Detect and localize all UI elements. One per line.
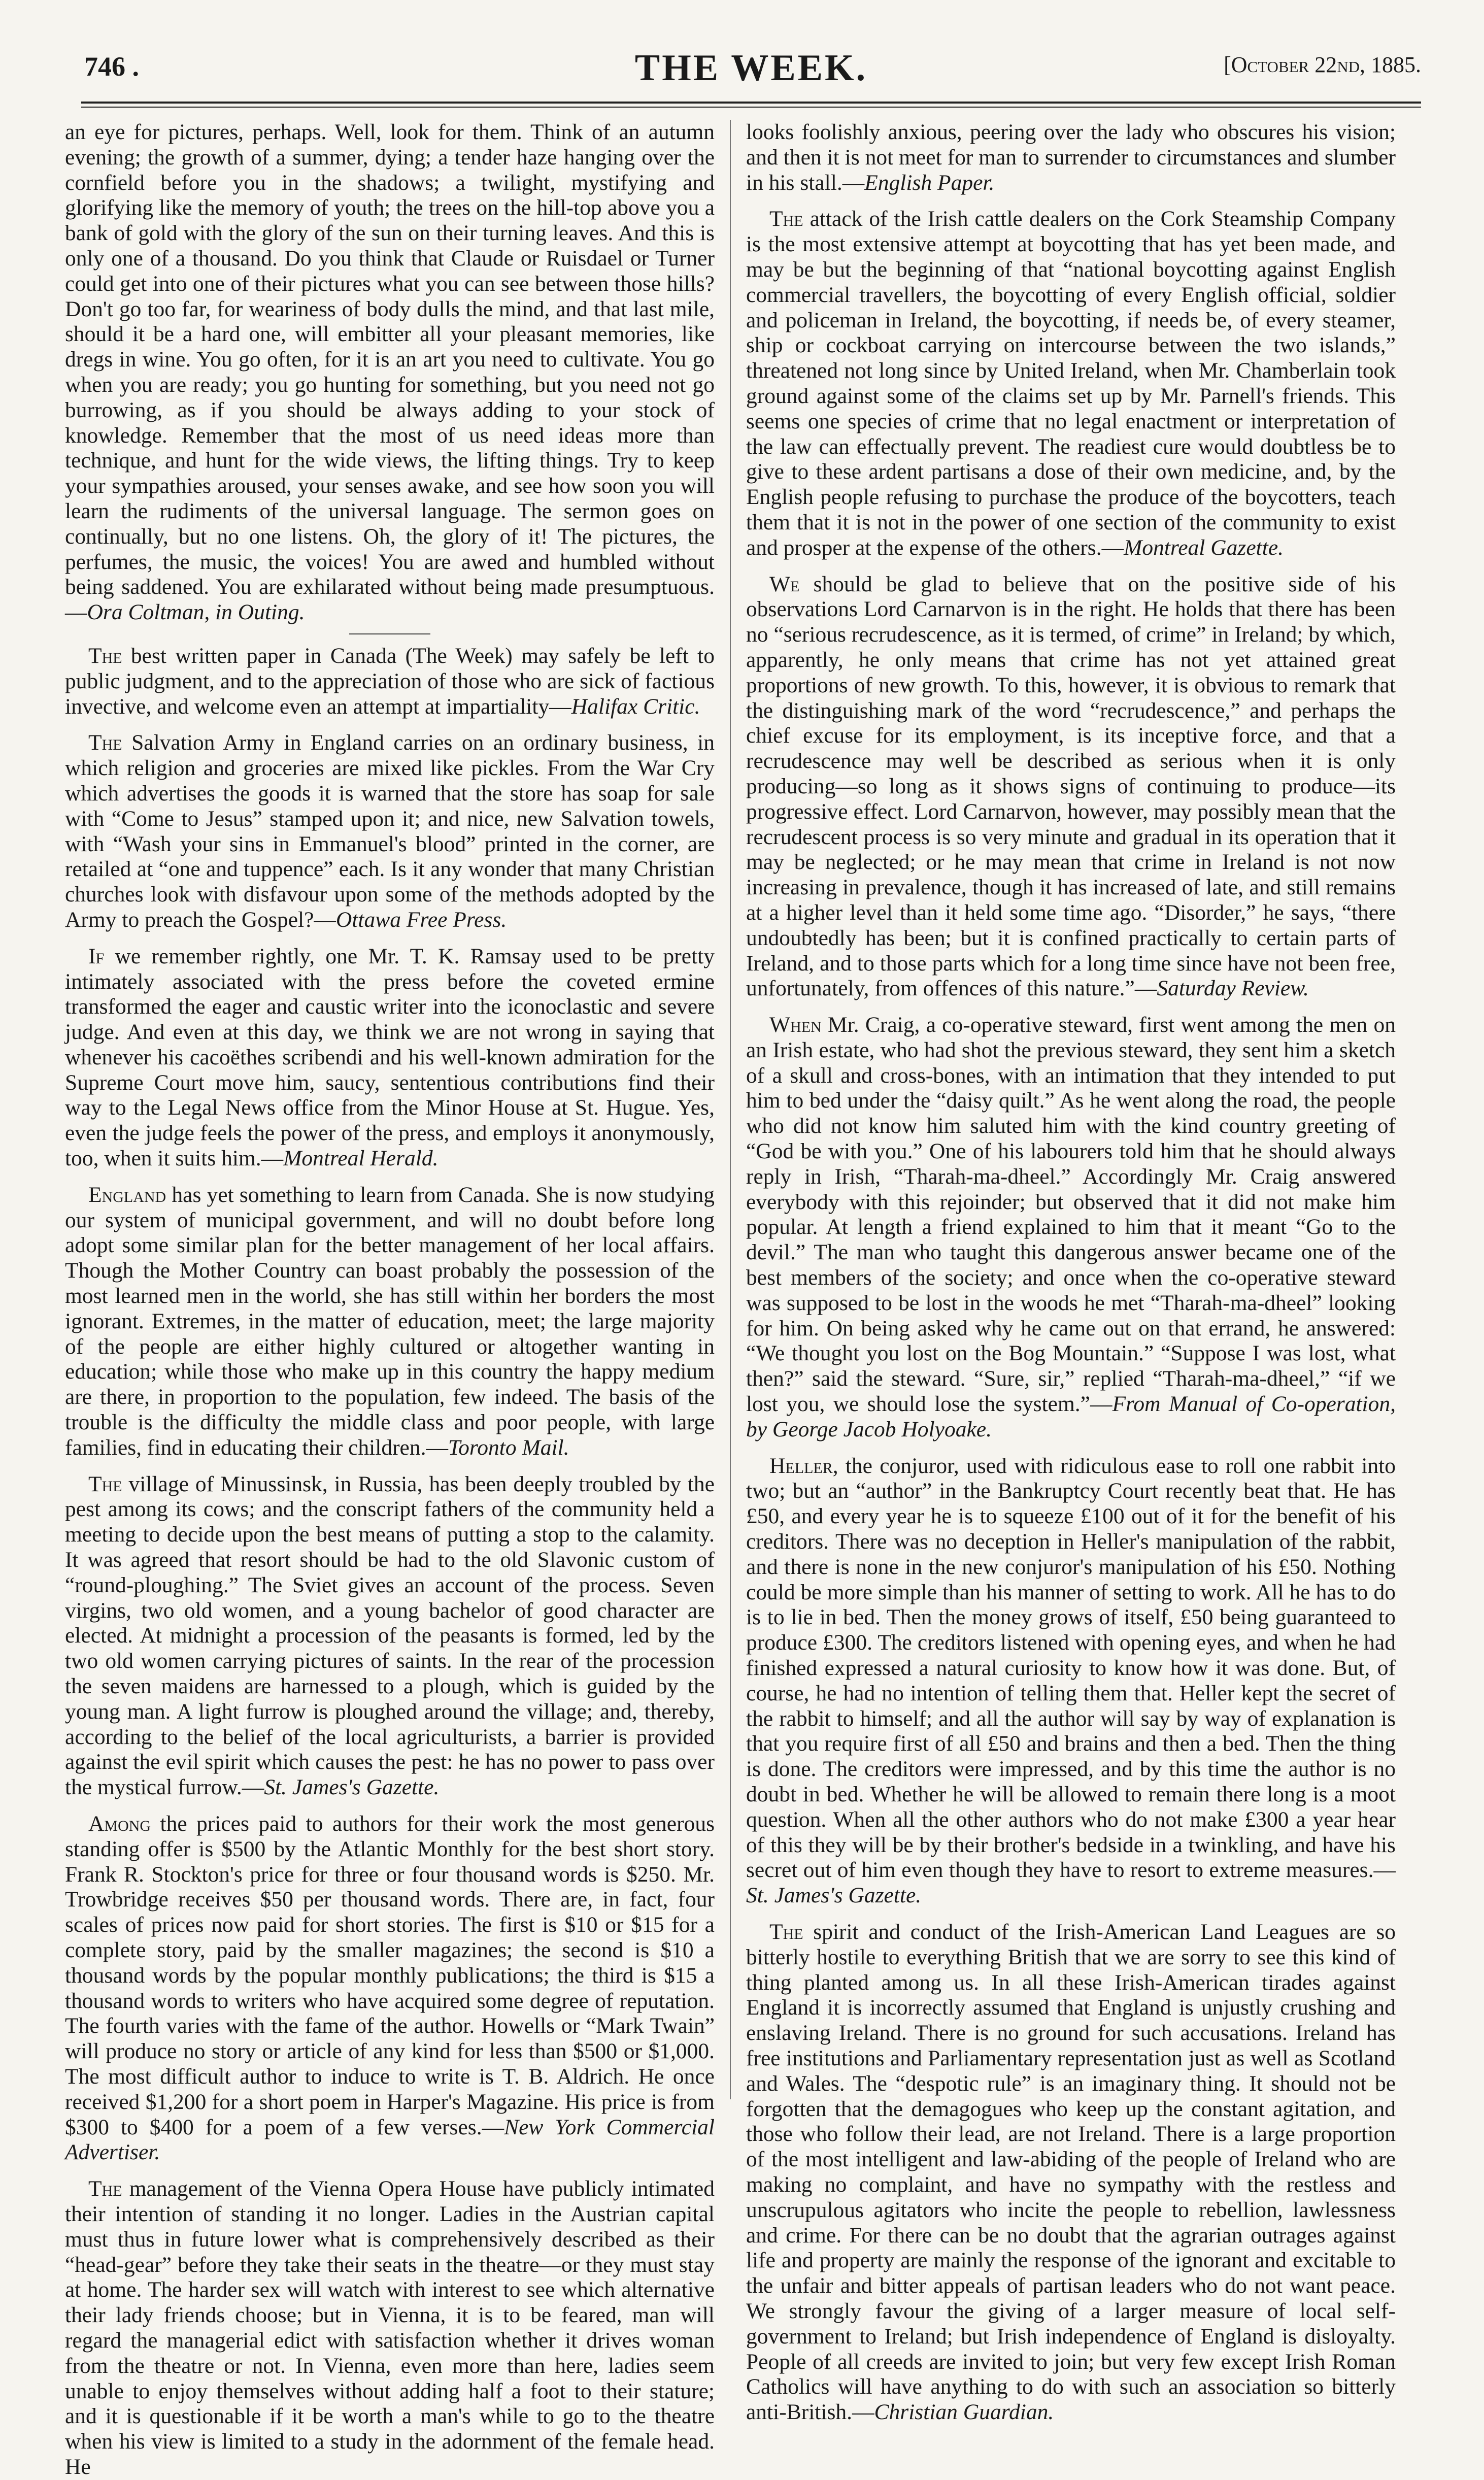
page-number: 746 . bbox=[84, 51, 139, 82]
right-column bbox=[746, 120, 1396, 2425]
page-header bbox=[81, 47, 1421, 92]
article-source: St. James's Gazette. bbox=[746, 1883, 922, 1908]
article-paragraph: England has yet something to learn from Canada. She is now studying our system of municipal government, and will no doubt before long adopt some similar plan for the better management of her local affairs. Though the Mother Country can boast probably the possession of the most learned men in the world, she has still within her borders the most ignorant. Extremes, in the matter of education, meet; the large majority of the people are either highly cultured or altogether wanting in education; while those who make up in this country the happy medium are there, in proportion to the population, few indeed. The basis of the trouble is the difficulty the middle class and poor people, with large families, find in educating their children.—Toronto Mail. bbox=[65, 1182, 715, 1460]
article-source: Halifax Critic. bbox=[571, 694, 700, 719]
article-paragraph: The management of the Vienna Opera House have publicly intimated their intention of standing it no longer. Ladies in the Austrian capital must thus in future lower what is comprehensively described as their “head-gear” before they take their seats in the theatre—or they must stay at home. The harder sex will watch with interest to see which alternative their lady friends choose; but in Vienna, it is to be feared, man will regard the managerial edict with satisfaction whether it drives woman from the theatre or not. In Vienna, even more than here, ladies seem unable to enjoy themselves without adding half a foot to their stature; and it is questionable if it be worth a man's while to go to the theatre when his view is limited to a study in the adornment of the female head. He bbox=[65, 2176, 715, 2479]
header-rule-thin bbox=[81, 107, 1421, 108]
lead-word: Heller bbox=[769, 1453, 833, 1478]
issue-date: [October 22nd, 1885. bbox=[1224, 52, 1421, 77]
article-source: Christian Guardian. bbox=[874, 2400, 1054, 2425]
article-paragraph: We should be glad to believe that on the positive side of his observations Lord Carnarvon is in the right. He holds that there has been no “serious recrudescence, as it is termed, of crime” in Ireland; by which, apparently, he only means that crime has not yet attained great proportions of new growth. To this, however, it is obvious to remark that the distinguishing mark of the word “recrudescence,” and perhaps the chief excuse for its employment, is its inceptive force, and that a recrudescence may well be described as serious when it is only producing—so long as it shows signs of continuing to produce—its progressive effect. Lord Carnarvon, however, may possibly mean that the recrudescent process is so very minute and gradual in its operation that it may be neglected; or he may mean that crime in Ireland is not now increasing in prevalence, though it has increased of late, and still remains at a higher level than it held some time ago. “Disorder,” he says, “there undoubtedly has been; but it is confined practically to certain parts of Ireland, and to those parts which for a long time since have not been free, unfortunately, from offences of this nature.”—Saturday Review. bbox=[746, 572, 1396, 1001]
lead-word: If bbox=[88, 944, 105, 968]
article-paragraph: If we remember rightly, one Mr. T. K. Ramsay used to be pretty intimately associated with the press before the coveted ermine transformed the eager and caustic writer into the iconoclastic and severe judge. And even at this day, we think we are not wrong in saying that whenever his cacoëthes scribendi and his well-known admiration for the Supreme Court move him, saucy, sententious contributions find their way to the Legal News office from the Minor House at St. Hugue. Yes, even the judge feels the power of the press, and employs it anonymously, too, when it suits him.—Montreal Herald. bbox=[65, 944, 715, 1171]
article-source: Toronto Mail. bbox=[448, 1435, 569, 1460]
article-source: Montreal Gazette. bbox=[1124, 535, 1284, 560]
article-source: St. James's Gazette. bbox=[264, 1775, 440, 1800]
article-paragraph: Heller, the conjuror, used with ridiculous ease to roll one rabbit into two; but an “author” in the Bankruptcy Court recently beat that. He has £50, and every year he is to squeeze £100 out of it for the benefit of his creditors. There was no deception in Heller's manipulation of the rabbit, and there is none in the new conjuror's manipulation of his £50. Nothing could be more simple than his manner of setting to work. All he has to do is to lie in bed. Then the money grows of itself, £50 being guaranteed to produce £300. The creditors listened with opening eyes, and when he had finished expressed a natural curiosity to know how it was done. But, of course, he had no intention of telling them that. Heller kept the secret of the rabbit to himself; and all the author will say by way of explanation is that you require first of all £50 and brains and then a bed. Then the thing is done. The creditors were impressed, and by this time the author is no doubt in bed. Whether he will be allowed to remain there long is a moot question. When all the other authors who do not make £300 a year hear of this they will be by their brother's bedside in a twinkling, and have his secret out of him even though they have to resort to extreme measures.—St. James's Gazette. bbox=[746, 1453, 1396, 1908]
article-paragraph: Among the prices paid to authors for their work the most generous standing offer is $500 by the Atlantic Monthly for the best short story. Frank R. Stockton's price for three or four thousand words is $250. Mr. Trowbridge receives $50 per thousand words. There are, in fact, four scales of prices now paid for short stories. The first is $10 or $15 for a complete story, paid by the smaller magazines; the second is $10 a thousand words by the popular monthly publications; the third is $15 a thousand words to writers who have acquired some degree of reputation. The fourth varies with the fame of the author. Howells or “Mark Twain” will produce no story or article of any kind for less than $500 or $1,000. The most difficult author to induce to write is T. B. Aldrich. He once received $1,200 for a short poem in Harper's Magazine. His price is from $300 to $400 for a poem of a few verses.—New York Commercial Advertiser. bbox=[65, 1812, 715, 2165]
article-source: From Manual of Co-operation, by George Jacob Holyoake. bbox=[746, 1392, 1396, 1442]
lead-word: The bbox=[88, 1471, 122, 1496]
lead-word: We bbox=[769, 572, 800, 596]
column-divider bbox=[730, 120, 731, 2099]
article-paragraph: The attack of the Irish cattle dealers on the Cork Steamship Company is the most extensive attempt at boycotting that has yet been made, and may be but the beginning of that “national boycotting against English commercial travellers, the boycotting of every English official, soldier and policeman in Ireland, the boycotting, if needs be, of every steamer, ship or cockboat carrying on intercourse between the two islands,” threatened not long since by United Ireland, when Mr. Chamberlain took ground against some of the claims set up by Mr. Parnell's friends. This seems one species of crime that no legal enactment or interpretation of the law can effectually prevent. The readiest cure would doubtless be to give to these ardent partisans a dose of their own medicine, and, by the English people refusing to purchase the produce of the boycotters, teach them that it is not in the power of one section of the community to exist and prosper at the expense of the others.—Montreal Gazette. bbox=[746, 207, 1396, 560]
masthead-title: THE WEEK. bbox=[634, 47, 868, 89]
article-source: Ottawa Free Press. bbox=[335, 907, 507, 932]
article-paragraph: The Salvation Army in England carries on an ordinary business, in which religion and groceries are mixed like pickles. From the War Cry which advertises the goods it is warned that the store has soap for sale with “Come to Jesus” stamped upon it; and nice, new Salvation towels, with “Wash your sins in Emmanuel's blood” printed in the corner, are retailed at “one and tuppence” each. Is it any wonder that many Christian churches look with disfavour upon some of the methods adopted by the Army to preach the Gospel?—Ottawa Free Press. bbox=[65, 730, 715, 932]
lead-word: The bbox=[88, 643, 122, 668]
lead-word: When bbox=[769, 1013, 822, 1037]
left-column bbox=[65, 120, 715, 2480]
lead-word: The bbox=[769, 1919, 803, 1944]
article-paragraph: an eye for pictures, perhaps. Well, look for them. Think of an autumn evening; the growth of a summer, dying; a tender haze hanging over the cornfield before you in the shadows; a twilight, mystifying and glorifying like the memory of youth; the trees on the hill-top above you a bank of gold with the glory of the sun on their turning leaves. And this is only one of a thousand. Do you think that Claude or Ruisdael or Turner could get into one of their pictures what you can see between those hills? Don't go too far, for weariness of body dulls the mind, and that last mile, should it be a hard one, will embitter all your pleasant memories, like dregs in wine. You go often, for it is an art you need to cultivate. You go when you are ready; you go hunting for something, but you need not go burrowing, as if you should be always adding to your stock of knowledge. Remember that the most of us need ideas more than technique, and hunt for the wide views, the lifting things. Try to keep your sympathies aroused, your senses awake, and see how soon you will learn the rudiments of the universal language. The sermon goes on continually, but no one listens. Oh, the glory of it! The pictures, the perfumes, the music, the voices! You are awed and humbled without being saddened. You are exhilarated without being made presumptuous.—Ora Coltman, in Outing. bbox=[65, 120, 715, 625]
article-paragraph: The village of Minussinsk, in Russia, has been deeply troubled by the pest among its cows; and the conscript fathers of the community held a meeting to decide upon the best means of putting a stop to the calamity. It was agreed that resort should be had to the old Slavonic custom of “round-ploughing.” The Sviet gives an account of the process. Seven virgins, two old women, and a young bachelor of good character are elected. At midnight a procession of the peasants is formed, led by the two old women carrying pictures of saints. In the rear of the procession the seven maidens are harnessed to a plough, which is guided by the young man. A light furrow is ploughed around the village; and, thereby, according to the belief of the local agriculturists, a barrier is provided against the evil spirit which causes the pest: he has no power to pass over the mystical furrow.—St. James's Gazette. bbox=[65, 1471, 715, 1800]
article-paragraph: When Mr. Craig, a co-operative steward, first went among the men on an Irish estate, who had shot the previous steward, they sent him a sketch of a skull and cross-bones, with an intimation that they intended to put him to bed under the “daisy quilt.” As he went along the road, the people who did not know him saluted him with the kind country greeting of “God be with you.” One of his labourers told him that he should always reply in Irish, “Tharah-ma-dheel.” Accordingly Mr. Craig answered everybody with this rejoinder; but observed that it did not make him popular. At length a friend explained to him that it meant “Go to the devil.” The man who taught this dangerous answer became one of the best members of the society; and once when the co-operative steward was supposed to be lost in the woods he met “Tharah-ma-dheel” looking for him. On being asked why he came out on that errand, he answered: “We thought you lost on the Bog Mountain.” “Suppose I was lost, what then?” said the steward. “Sure, sir,” replied “Tharah-ma-dheel,” “if we lost you, we should lose the system.”—From Manual of Co-operation, by George Jacob Holyoake. bbox=[746, 1013, 1396, 1442]
article-source: Montreal Herald. bbox=[283, 1146, 439, 1171]
lead-word: Among bbox=[88, 1812, 151, 1836]
article-source: Saturday Review. bbox=[1157, 976, 1309, 1001]
article-paragraph: looks foolishly anxious, peering over the lady who obscures his vision; and then it is not meet for man to surrender to circumstances and slumber in his stall.—English Paper. bbox=[746, 120, 1396, 195]
article-paragraph: The best written paper in Canada (The Week) may safely be left to public judgment, and to the appreciation of those who are sick of factious invective, and welcome even an attempt at impartiality—Halifax Critic. bbox=[65, 643, 715, 719]
lead-word: The bbox=[88, 730, 122, 755]
lead-word: The bbox=[88, 2176, 122, 2201]
article-source: English Paper. bbox=[864, 170, 995, 195]
header-rule bbox=[81, 102, 1421, 104]
article-source: New York Commercial Advertiser. bbox=[65, 2115, 715, 2165]
lead-word: The bbox=[769, 207, 803, 231]
section-divider bbox=[349, 633, 430, 634]
lead-word: England bbox=[88, 1182, 166, 1207]
article-paragraph: The spirit and conduct of the Irish-American Land Leagues are so bitterly hostile to everything British that we are sorry to see this kind of thing planted among us. In all these Irish-American tirades against England it is incorrectly assumed that England is unjustly crushing and enslaving Ireland. There is no ground for such accusations. Ireland has free institutions and Parliamentary representation just as well as Scotland and Wales. The “despotic rule” is an imaginary thing. It should not be forgotten that the demagogues who keep up the constant agitation, and those who follow their lead, are not Ireland. There is a large proportion of the most intelligent and law-abiding of the people of Ireland who are making no complaint, and have no sympathy with the restless and unscrupulous agitators who incite the people to rebellion, lawlessness and crime. For there can be no doubt that the agrarian outrages against life and property are mainly the response of the ignorant and excitable to the unfair and bitter appeals of partisan leaders who do not want peace. We strongly favour the giving of a larger measure of local self-government to Ireland; but Irish independence of England is disloyalty. People of all creeds are invited to join; but very few except Irish Roman Catholics will have anything to do with such an association so bitterly anti-British.—Christian Guardian. bbox=[746, 1919, 1396, 2425]
article-source: Ora Coltman, in Outing. bbox=[87, 600, 305, 625]
